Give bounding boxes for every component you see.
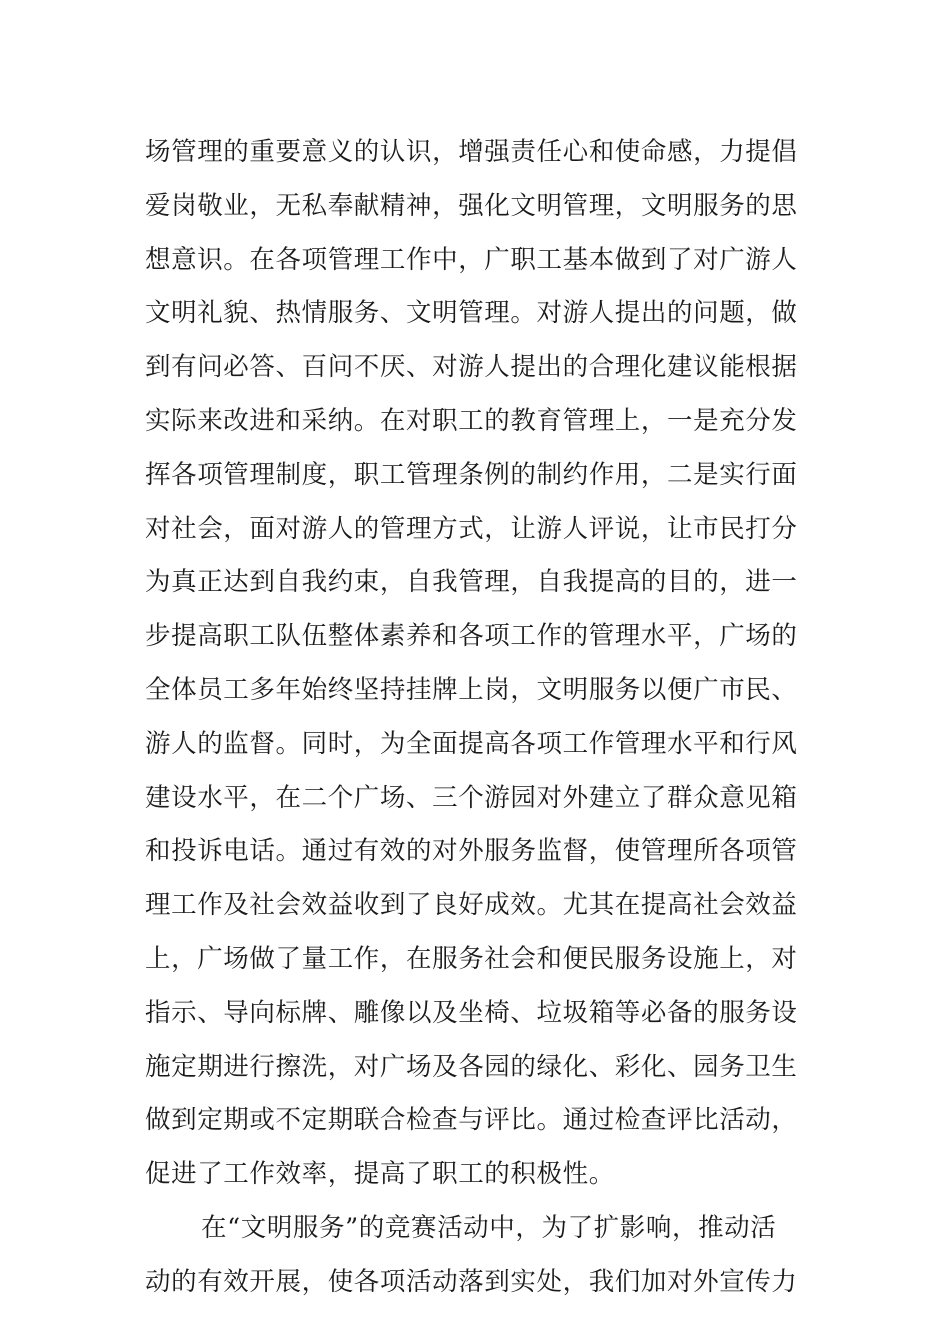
text-line: 做到定期或不定期联合检查与评比。通过检查评比活动， (145, 1105, 798, 1136)
text-line: 对社会，面对游人的管理方式，让游人评说，让市民打分 (145, 513, 798, 544)
text-line: 实际来改进和采纳。在对职工的教育管理上，一是充分发 (145, 405, 798, 436)
text-line: 爱岗敬业，无私奉献精神，强化文明管理，文明服务的思 (145, 190, 798, 221)
paragraph-first-line: 在“文明服务”的竞赛活动中，为了扩影响，推动活 (201, 1212, 777, 1243)
text-line: 促进了工作效率，提高了职工的积极性。 (145, 1159, 615, 1190)
text-line: 步提高职工队伍整体素养和各项工作的管理水平，广场的 (145, 621, 798, 652)
text-line: 建设水平，在二个广场、三个游园对外建立了群众意见箱 (145, 782, 798, 813)
text-line: 动的有效开展，使各项活动落到实处，我们加对外宣传力 (145, 1266, 798, 1297)
text-line: 想意识。在各项管理工作中，广职工基本做到了对广游人 (145, 244, 798, 275)
text-line: 场管理的重要意义的认识，增强责任心和使命感，力提倡 (145, 137, 798, 167)
text-line: 和投诉电话。通过有效的对外服务监督，使管理所各项管 (145, 836, 798, 867)
text-line: 上，广场做了量工作，在服务社会和便民服务设施上，对 (145, 943, 798, 974)
text-line: 全体员工多年始终坚持挂牌上岗，文明服务以便广市民、 (145, 674, 798, 705)
text-line: 挥各项管理制度，职工管理条例的制约作用，二是实行面 (145, 459, 798, 490)
body-text (145, 126, 815, 1310)
text-line: 指示、导向标牌、雕像以及坐椅、垃圾箱等必备的服务设 (145, 997, 798, 1028)
text-line: 理工作及社会效益收到了良好成效。尤其在提高社会效益 (145, 890, 798, 921)
text-line: 到有问必答、百问不厌、对游人提出的合理化建议能根据 (145, 352, 798, 383)
text-line: 游人的监督。同时，为全面提高各项工作管理水平和行风 (145, 728, 798, 759)
text-line: 施定期进行擦洗，对广场及各园的绿化、彩化、园务卫生 (145, 1051, 798, 1082)
text-line: 为真正达到自我约束，自我管理，自我提高的目的，进一 (145, 567, 798, 598)
text-line: 文明礼貌、热情服务、文明管理。对游人提出的问题，做 (145, 298, 798, 329)
